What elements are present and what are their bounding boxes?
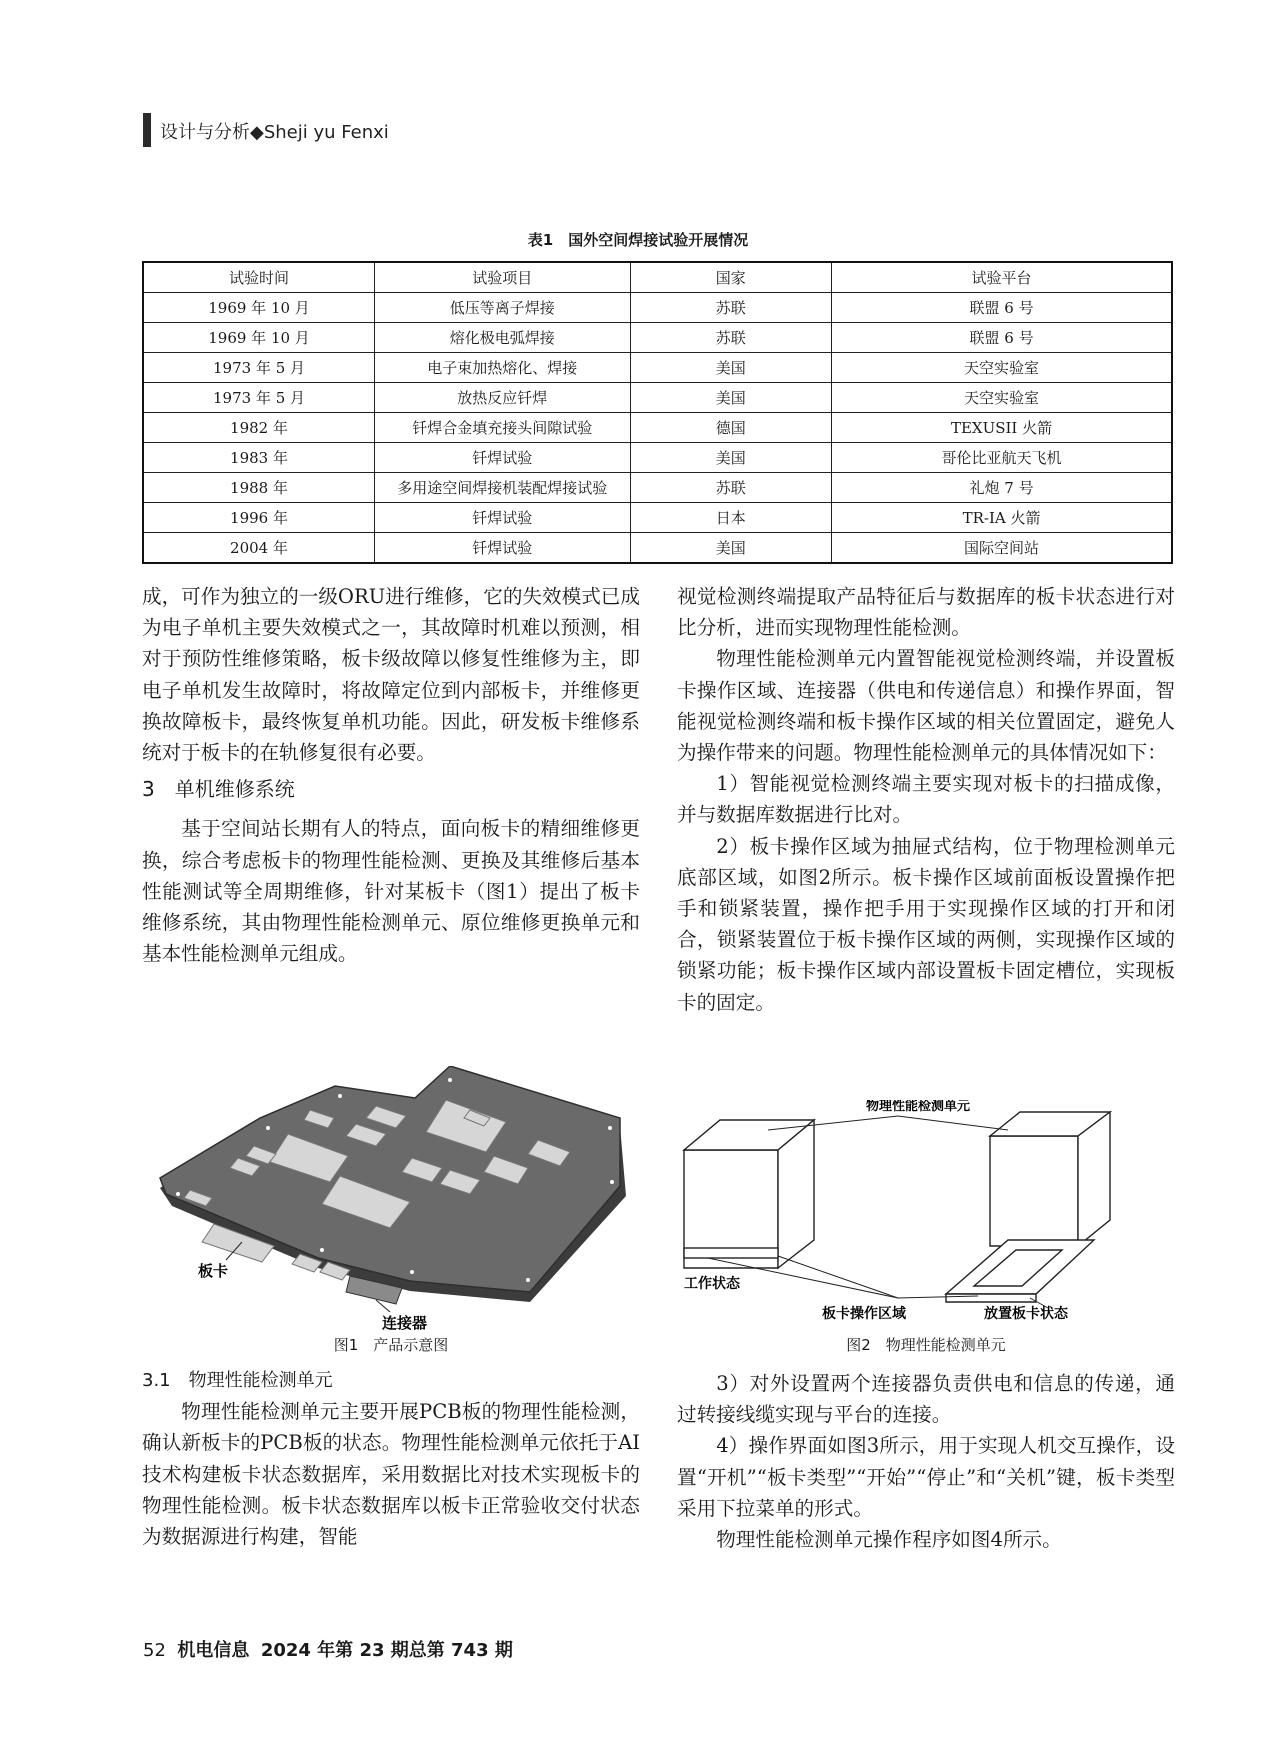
fig2-label-placement: 放置板卡状态 <box>984 1306 1068 1322</box>
paragraph: 成，可作为独立的一级ORU进行维修，它的失效模式已成为电子单机主要失效模式之一，其故障时机难以预测，相对于预防性维修策略，板卡级故障以修复性维修为主，即电子单机发生故障时，将故障定位到内部板卡，并维修更换故障板卡，最终恢复单机功能。因此，研发板卡维修系统对于板卡的在轨修复很有必要。 <box>142 585 640 765</box>
paragraph: 物理性能检测单元内置智能视觉检测终端，并设置板卡操作区域、连接器（供电和传递信息）和操作界面，智能视觉检测终端和板卡操作区域的相关位置固定，避免人为操作带来的问题。物理性能检测单元的具体情况如下： <box>677 647 1175 765</box>
table-caption: 表1 国外空间焊接试验开展情况 <box>527 231 749 249</box>
board-plate <box>160 1066 620 1292</box>
table-cell: 德国 <box>630 413 832 443</box>
table-row <box>143 293 1172 323</box>
table-cell: 钎焊试验 <box>375 533 630 564</box>
header-bar <box>143 113 151 147</box>
table-cell: 哥伦比亚航天飞机 <box>832 443 1172 473</box>
table-cell: 日本 <box>630 503 832 533</box>
right-column-lower <box>677 1368 1175 1555</box>
table-cell: 1973 年 5 月 <box>143 353 375 383</box>
paragraph: 2）板卡操作区域为抽屉式结构，位于物理检测单元底部区域，如图2所示。板卡操作区域前面板设置操作把手和锁紧装置，操作把手用于实现操作区域的打开和闭合，锁紧装置位于板卡操作区域的两侧，实现操作区域的锁紧功能；板卡操作区域内部设置板卡固定槽位，实现板卡的固定。 <box>677 834 1175 1014</box>
table-cell: 2004 年 <box>143 533 375 564</box>
journal-name: 机电信息 <box>177 1640 250 1661</box>
paragraph: 3）对外设置两个连接器负责供电和信息的传递，通过转接线缆实现与平台的连接。 <box>677 1372 1175 1427</box>
table-cell: 天空实验室 <box>832 353 1172 383</box>
table-cell: 礼炮 7 号 <box>832 473 1172 503</box>
table-row <box>143 413 1172 443</box>
table-cell: 苏联 <box>630 293 832 323</box>
table-cell: 1973 年 5 月 <box>143 383 375 413</box>
section-heading: 3 单机维修系统 <box>142 777 295 802</box>
paragraph: 1）智能视觉检测终端主要实现对板卡的扫描成像，并与数据库数据进行比对。 <box>677 772 1175 827</box>
fig1-label-board: 板卡 <box>198 1262 229 1280</box>
table-cell: 美国 <box>630 383 832 413</box>
paragraph: 4）操作界面如图3所示，用于实现人机交互操作，设置“开机”“板卡类型”“开始”“停止”和“关机”键，板卡类型采用下拉菜单的形式。 <box>677 1434 1175 1520</box>
table-row <box>143 473 1172 503</box>
table-header-cell: 试验项目 <box>375 262 630 293</box>
table-cell: 低压等离子焊接 <box>375 293 630 323</box>
table-cell: 美国 <box>630 533 832 564</box>
figure-1-caption: 图1 产品示意图 <box>333 1336 449 1354</box>
cube-placement <box>946 1112 1110 1302</box>
table-cell: 钎焊合金填充接头间隙试验 <box>375 413 630 443</box>
table-header-cell: 试验平台 <box>832 262 1172 293</box>
table-header-row <box>143 262 1172 293</box>
right-column <box>677 581 1175 1018</box>
fig2-label-unit: 物理性能检测单元 <box>866 1100 971 1114</box>
table-cell: 钎焊试验 <box>375 443 630 473</box>
paragraph: 物理性能检测单元操作程序如图4所示。 <box>716 1528 1062 1552</box>
page-number: 52 <box>143 1640 166 1661</box>
table-cell: 1988 年 <box>143 473 375 503</box>
table-row <box>143 353 1172 383</box>
table-cell: 苏联 <box>630 323 832 353</box>
table-cell: 熔化极电弧焊接 <box>375 323 630 353</box>
table-cell: 1969 年 10 月 <box>143 323 375 353</box>
table-header-cell: 国家 <box>630 262 832 293</box>
cube-working <box>684 1120 814 1268</box>
running-header <box>160 118 389 144</box>
table-cell: 苏联 <box>630 473 832 503</box>
fig2-label-area: 板卡操作区域 <box>822 1306 906 1322</box>
table-cell: 多用途空间焊接机装配焊接试验 <box>375 473 630 503</box>
table-cell: TR-IA 火箭 <box>832 503 1172 533</box>
table-cell: 电子束加热熔化、焊接 <box>375 353 630 383</box>
table-row <box>143 323 1172 353</box>
page-footer <box>143 1636 513 1662</box>
journal-issue: 2024 年第 23 期总第 743 期 <box>260 1640 513 1661</box>
table-row <box>143 383 1172 413</box>
table-row <box>143 503 1172 533</box>
figure-1-board-image <box>150 1066 636 1332</box>
table-cell: 放热反应钎焊 <box>375 383 630 413</box>
table-cell: 1983 年 <box>143 443 375 473</box>
table-row <box>143 533 1172 564</box>
figure-2-diagram <box>678 1100 1176 1322</box>
figure-2-caption: 图2 物理性能检测单元 <box>846 1336 1006 1354</box>
table-cell: 天空实验室 <box>832 383 1172 413</box>
paragraph: 基于空间站长期有人的特点，面向板卡的精细维修更换，综合考虑板卡的物理性能检测、更换及其维修后基本性能测试等全周期维修，针对某板卡（图1）提出了板卡维修系统，其由物理性能检测单元、原位维修更换单元和基本性能检测单元组成。 <box>142 817 640 966</box>
table-row <box>143 443 1172 473</box>
paragraph: 视觉检测终端提取产品特征后与数据库的板卡状态进行对比分析，进而实现物理性能检测。 <box>677 585 1175 640</box>
fig1-label-connector: 连接器 <box>382 1314 428 1332</box>
paragraph: 物理性能检测单元主要开展PCB板的物理性能检测，确认新板卡的PCB板的状态。物理性能检测单元依托于AI技术构建板卡状态数据库，采用数据比对技术实现板卡的物理性能检测。板卡状态数据库以板卡正常验收交付状态为数据源进行构建，智能 <box>142 1400 640 1549</box>
table-cell: 1982 年 <box>143 413 375 443</box>
table-cell: 美国 <box>630 353 832 383</box>
left-column <box>142 581 640 969</box>
table-cell: 联盟 6 号 <box>832 323 1172 353</box>
header-section: 设计与分析◆ <box>160 122 264 143</box>
table-header-cell: 试验时间 <box>143 262 375 293</box>
left-column-lower <box>142 1365 640 1552</box>
fig2-label-working: 工作状态 <box>684 1276 740 1292</box>
header-pinyin: Sheji yu Fenxi <box>263 122 389 143</box>
table-cell: TEXUSII 火箭 <box>832 413 1172 443</box>
subsection-heading: 3.1 物理性能检测单元 <box>142 1370 333 1391</box>
table-cell: 1996 年 <box>143 503 375 533</box>
table-cell: 联盟 6 号 <box>832 293 1172 323</box>
table-cell: 1969 年 10 月 <box>143 293 375 323</box>
table-cell: 钎焊试验 <box>375 503 630 533</box>
table-cell: 美国 <box>630 443 832 473</box>
welding-table <box>142 261 1173 564</box>
table-cell: 国际空间站 <box>832 533 1172 564</box>
